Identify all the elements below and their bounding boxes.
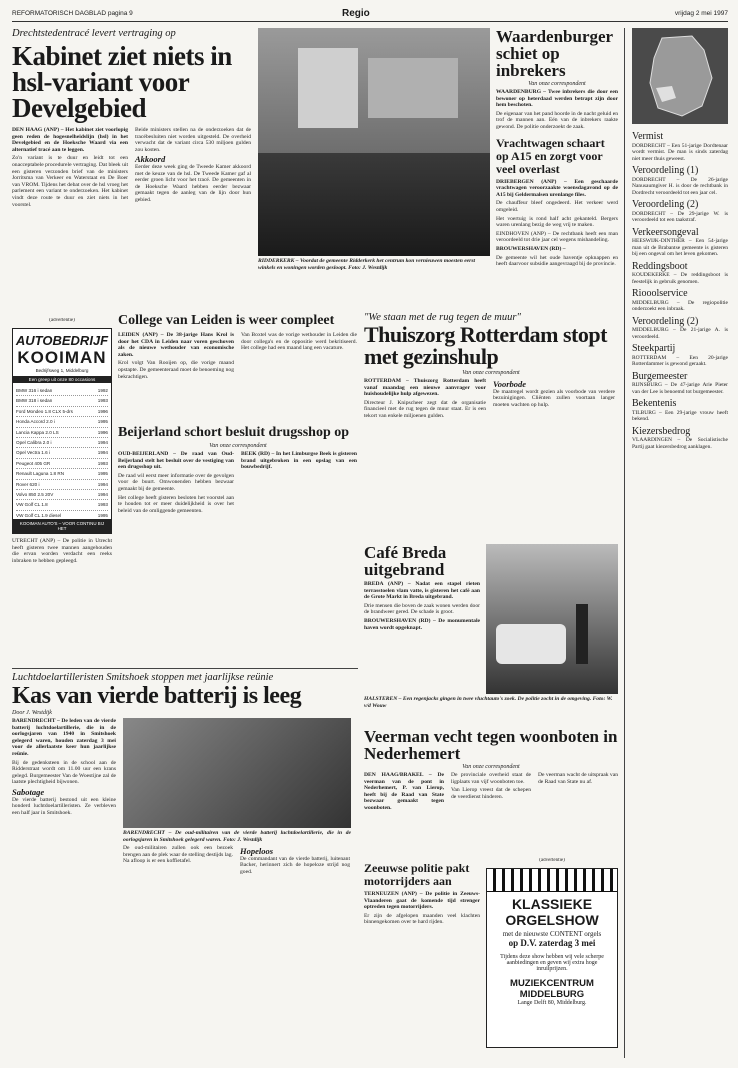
- ad-row: [16, 417, 108, 427]
- ad-row: [16, 438, 108, 448]
- ad-address: Bedrijfsweg 1, Middelburg: [35, 368, 89, 373]
- brief-item: Vermist DORDRECHT – Een 51-jarige Dordtenaar wordt vermist. De man is sinds zaterdag niet meer thuis geweest.: [632, 131, 728, 162]
- kooiman-ad: [12, 328, 112, 534]
- ad-row-car: Renault Laguna 1.8 RN: [16, 471, 65, 477]
- top-article-col1: Zo'n variant is te duur en leidt tot een onacceptabele procedurele vertraging. Dat bleek uit een gisteren verzonden brief van de ministers Jorritsma van Verkeer en Waterstaat en De Boer van VROM. Tijdens het debat over de hsl vroeg het parlement een variant te onderzoeken. Het kabinet vindt deze route te duur en ziet niets in het voorstel.: [12, 155, 128, 208]
- ad-row-car: BMW 316 i sedan: [16, 388, 53, 393]
- sidebar-briefs: [632, 128, 728, 1058]
- brief-item: Kiezersbedrog VLAARDINGEN – De Socialistische Partij gaat kiezersbedrog aanklagen.: [632, 425, 728, 450]
- ad-row-year: 1992: [97, 388, 108, 393]
- section-divider: [12, 668, 358, 669]
- section-title: Regio: [342, 8, 370, 19]
- ad-row-car: Honda Accord 2.0 i: [16, 419, 55, 425]
- ad-row-year: 1995: [97, 512, 108, 518]
- ad-row: [16, 386, 108, 396]
- cafe-title: Café Breda uitgebrand: [364, 544, 447, 579]
- drugs-article: Beijerland schort besluit drugsshop op Van onze correspondent OUD-BEIJERLAND – De raad van Oud-Beijerland stelt het besluit over de vestiging van een drugsshop uit. De raad wil eerst meer informatie over de gevolgen voor de buurt. Omwonenden hebben bezwaar gemaakt bij de gemeente. Het college heeft gisteren besloten het voorstel aan te houden tot er meer duidelijkheid is over het beleid van de omliggende gemeenten. BEEK (RD) – In het Limburgse Beek is gisteren brand uitgebroken in een opslag van een bouwbedrijf.: [118, 425, 357, 514]
- waardenburg-text: De eigenaar van het pand hoorde in de nacht geluid en trof de mannen aan. Eén van de inbrekers raakte gewond. De politie onderzoekt de zaak.: [496, 110, 618, 130]
- zeeuwse-title: Zeeuwse politie pakt motorrijders aan: [364, 862, 470, 888]
- orgel-ad: KLASSIEKE ORGELSHOW met de nieuwste CONTENT orgels op D.V. zaterdag 3 mei Tijdens deze show hebben wij vele scherpe aanbiedingen en geven wij extra hoge inruilprijzen. MUZIEKCENTRUM MIDDELBURG Lange Delft 80, Middelburg.: [486, 868, 618, 1048]
- ad-row-car: Ford Mondeo 1.8 CLX 5-drs: [16, 408, 73, 414]
- drugs-title: Beijerland schort besluit drugsshop op: [118, 425, 350, 440]
- brief-item: Bekentenis TILBURG – Een 29-jarige vrouw heeft bekend.: [632, 398, 728, 422]
- paper-page-label: REFORMATORISCH DAGBLAD pagina 9: [12, 10, 133, 17]
- brief-item: Verkeersongeval HEESWIJK-DINTHER – Een 54-jarige man uit de Brabantse gemeente is gisteren bij een ongeval om het leven gekomen.: [632, 226, 728, 257]
- batterij-photo: [123, 718, 351, 828]
- ad-row-car: Lancia Kappa 2.0 LS: [16, 429, 59, 435]
- ad-name: KOOIMAN: [17, 348, 107, 367]
- halsteren-photo: [486, 544, 618, 694]
- top-article-col2: Beide ministers stellen na de onderzoeken dat de tracébesluiten niet worden uitgesteld. De overheid verwacht dat de variant circa 530 miljoen gulden zou kosten.: [135, 127, 251, 153]
- brief-item: Riooolservice MIDDELBURG – De regiopolitie onderzoekt een inbraak.: [632, 288, 728, 312]
- ad-row-year: 1993: [97, 502, 108, 508]
- veerman-title: Veerman vecht tegen woonboten in Nederhemert: [364, 728, 618, 763]
- ad-row: [16, 428, 108, 438]
- ad-header: Een greep uit onze 80 occasions: [13, 376, 111, 383]
- top-article-title: Kabinet ziet niets in hsl-variant voor Develgebied: [12, 41, 232, 123]
- ad-row-car: Rover 620 i: [16, 481, 40, 487]
- ad-row: [16, 448, 108, 458]
- piano-keys-graphic: [487, 869, 617, 892]
- top-article-lead: DEN HAAG (ANP) – Het kabinet ziet voorlopig geen reden de hogesnelheidslijn (hsl) in het Develgebied en de Hoeksche Waard via een alternatief tracé aan te leggen.: [12, 127, 128, 153]
- ad-row-year: 1994: [97, 492, 108, 498]
- eindhoven-brief: EINDHOVEN (ANP) – De rechtbank heeft een man veroordeeld tot drie jaar cel wegens mishandeling.: [496, 230, 618, 244]
- top-article-kicker: Drechtstedentracé levert vertraging op: [12, 28, 176, 39]
- page-header: [12, 8, 728, 22]
- ad-rows: [13, 386, 111, 521]
- ad-row-year: 1993: [97, 460, 108, 466]
- thuiszorg-title: Thuiszorg Rotterdam stopt met gezinshulp: [364, 322, 607, 369]
- ad-row: [16, 459, 108, 469]
- netherlands-map: [632, 28, 728, 124]
- ad-row-year: 1995: [97, 471, 108, 477]
- ad-row: [16, 396, 108, 406]
- utrecht-brief: UTRECHT (ANP) – De politie in Utrecht heeft gisteren twee mannen aangehouden die ervan worden verdacht een reeks inbraken te hebben gepleegd.: [12, 538, 112, 564]
- ad-row: [16, 500, 108, 510]
- vrachtwagen-title: Vrachtwagen schaart op A15 en zorgt voor veel overlast: [496, 135, 605, 176]
- ad-row-year: 1994: [97, 481, 108, 487]
- ad-row: [16, 469, 108, 479]
- brief-item: Veroordeling (2) MIDDELBURG – De 21-jarige A. is veroordeeld.: [632, 315, 728, 340]
- cafe-article: Café Breda uitgebrand BREDA (ANP) – Nadat een stapel rieten terrasstoelen vlam vatte, is gisteren het café aan de Grote Markt in Breda uitgebrand. Drie mensen die boven de zaak wonen werden door de brandweer gered. De schade is groot. BROUWERSHAVEN (RD) – De monumentale haven wordt opgeknapt.: [364, 544, 480, 631]
- waardenburg-lead: WAARDENBURG – Twee inbrekers die door een bewoner op heterdaad werden betrapt zijn door hem beschoten.: [496, 89, 618, 109]
- ad-row: [16, 407, 108, 417]
- halsteren-caption: HALSTEREN – Een regenjacks gingen in twee vluchtauto's zoek. De politie zocht in de omgeving. Foto: W. v/d Wouw: [364, 696, 613, 709]
- batterij-article: Luchtdoelartilleristen Smitshoek stoppen met jaarlijkse reünie Kas van vierde batterij is leeg Door J. Westdijk BARENDRECHT – De leden van de vierde batterij luchtdoelartillerie, die in de oorlogsjaren van 1940 in Smitshoek gelegerd waren, houden zaterdag 3 mei voor de allerlaatste keer hun jaarlijkse reünie. Bij de gedenksteen in de school aan de Ridderstraat wordt om 11.00 uur een krans gelegd. Burgemeester Van de Woestijne zal de laatste plechtigheid bijwonen. Sabotage De vierde batterij bestond uit een kleine honderd luchtdoelartilleristen. Ze verbleven een half jaar in Smitshoek. BARENDRECHT – De oud-militairen van de vierde batterij luchtdoelartillerie, die in de oorlogsjaren in Smitshoek gelegerd waren. Foto: J. Westdijk De oud-militairen zullen ook een bezoek brengen aan de plek waar de stelling destijds lag. Na afloop is er een koffietafel. Hopeloos De commandant van de vierde batterij, luitenant Backer, herinnert zich de hopeloze strijd nog goed.: [12, 672, 358, 1062]
- brief-item: Veroordeling (1) DORDRECHT – De 26-jarige Nanusaumgiver H. is door de rechtbank in Dordrecht veroordeeld tot een jaar cel.: [632, 165, 728, 196]
- brief-item: Veroordeling (2) DORDRECHT – De 29-jarige W. is veroordeeld tot een taakstraf.: [632, 199, 728, 223]
- ad-row-car: Opel Calibra 2.0 i: [16, 440, 52, 446]
- ad-row: [16, 490, 108, 500]
- brief-item: Steekpartij ROTTERDAM – Een 20-jarige Rotterdammer is gewond geraakt.: [632, 343, 728, 367]
- ad-row-car: VW Golf CL 1.9 diesel: [16, 512, 62, 518]
- waardenburg-byline: Van onze correspondent: [528, 81, 586, 87]
- top-article: [12, 28, 252, 318]
- college-title: College van Leiden is weer compleet: [118, 313, 335, 328]
- ad-row-car: BMW 318 i sedan: [16, 398, 53, 404]
- brief-item: Burgemeester RIJNSBURG – De 47-jarige Arie Pieter van der Lee is benoemd tot burgemeester.: [632, 370, 728, 395]
- top-article-subhead: Akkoord: [135, 154, 166, 165]
- orgel-ad-label: (advertentie): [539, 858, 565, 863]
- ad-row-car: VW Golf CL 1.8: [16, 502, 48, 508]
- batterij-title: Kas van vierde batterij is leeg: [12, 683, 302, 709]
- vrachtwagen-text: De chauffeur bleef ongedeerd. Het verkeer werd omgeleid.: [496, 200, 618, 213]
- veerman-article: Veerman vecht tegen woonboten in Nederhemert Van onze correspondent DEN HAAG/BRAKEL – De veerman van de pont in Nederhemert, P. van Lierop, heeft bij de Raad van State bezwaar gemaakt tegen woonboten. De provinciale overheid staat de ligplaats van vijf woonboten toe. Van Lierop vreest dat de schepen de veerdienst hinderen. De veerman wacht de uitspraak van de Raad van State nu af.: [364, 728, 618, 811]
- ad-row-year: 1993: [97, 398, 108, 404]
- issue-date: vrijdag 2 mei 1997: [674, 10, 728, 17]
- thuiszorg-article: "We staan met de rug tegen de muur" Thuiszorg Rotterdam stopt met gezinshulp Van onze correspondent ROTTERDAM – Thuiszorg Rotterdam heeft vanaf maandag een nieuwe aanvrager voor huishoudelijke hulp afgewezen. Directeur J. Knipscheer zegt dat de organisatie financieel met de rug tegen de muur staat. Er is een tekort van enkele miljoenen gulden. Voorbode De maatregel wordt gezien als voorbode van verdere bezuinigingen. Cliënten zullen voortaan langer moeten wachten op hulp.: [364, 312, 618, 542]
- sidebar-divider: [624, 28, 625, 1058]
- vrachtwagen-text-more: Het voertuig is rond half acht gekanteld. Bergers waren urenlang bezig de weg vrij te maken.: [496, 215, 618, 229]
- ad-row-year: 1994: [97, 440, 108, 446]
- brief-item: Reddingsboot KOUDEKERKE – De reddingsboot is feestelijk in gebruik genomen.: [632, 260, 728, 285]
- brouwershaven-brief-text: De gemeente wil het oude haventje opknappen en heeft daarvoor subsidie aangevraagd bij de provincie.: [496, 254, 618, 268]
- ad-footer: KOOIMAN AUTO'S – VOOR CONTINU BIJ HET: [13, 519, 111, 533]
- top-photo: [258, 28, 490, 256]
- ad-label: (advertentie): [49, 318, 75, 323]
- ad-row-year: 1996: [97, 429, 108, 435]
- top-photo-caption: RIDDERKERK – Voordat de gemeente Ridderkerk het centrum kon vernieuwen moesten eerst winkels en woningen worden gesloopt. Foto: J. Westdijk: [258, 258, 476, 271]
- ad-row-year: 1995: [97, 419, 108, 425]
- vrachtwagen-lead: DRIEBERGEN (ANP) – Een geschaarde vrachtwagen veroorzaakte woensdagavond op de A15 bij Geldermalsen urenlange files.: [496, 178, 618, 198]
- ad-row: [16, 480, 108, 490]
- ad-row-year: 1996: [97, 408, 108, 414]
- ad-row-car: Opel Vectra 1.6 i: [16, 450, 50, 456]
- top-article-col2b: Eerder deze week ging de Tweede Kamer akkoord met de keuze van de hsl. De Tweede Kamer gaf al eerder groen licht voor het tracé. De gemeenten in de Hoeksche Waard hebben eerder bezwaar gemaakt tegen de aanleg van de lijn door hun gebied.: [135, 163, 251, 203]
- brouwershaven-brief-head: BROUWERSHAVEN (RD) –: [496, 245, 566, 252]
- ad-row-car: Volvo 850 2.5 20V: [16, 492, 54, 498]
- ad-brand: AUTOBEDRIJF: [15, 333, 109, 348]
- waardenburg-title: Waardenburger schiet op inbrekers: [496, 28, 613, 80]
- college-article: College van Leiden is weer compleet LEIDEN (ANP) – De 38-jarige Hans Krol is door het CDA in Leiden naar voren geschoven als de nieuwe wethouder van economische zaken. Krol volgt Van Rooijen op, die vorige maand opstapte. De gemeenteraad moet de benoeming nog bekrachtigen. Van Boxtel was de vorige wethouder in Leiden die door collega's en de oppositie werd bekritiseerd. Het college had een maand lang een vacature.: [118, 313, 357, 380]
- ad-row-year: 1994: [97, 450, 108, 456]
- zeeuwse-article: Zeeuwse politie pakt motorrijders aan TERNEUZEN (ANP) – De politie in Zeeuws-Vlaanderen gaat de komende tijd strenger optreden tegen motorrijders. Er zijn de afgelopen maanden veel klachten binnengekomen over te hard rijden.: [364, 862, 480, 926]
- ad-row-car: Peugeot 405 GR: [16, 460, 51, 466]
